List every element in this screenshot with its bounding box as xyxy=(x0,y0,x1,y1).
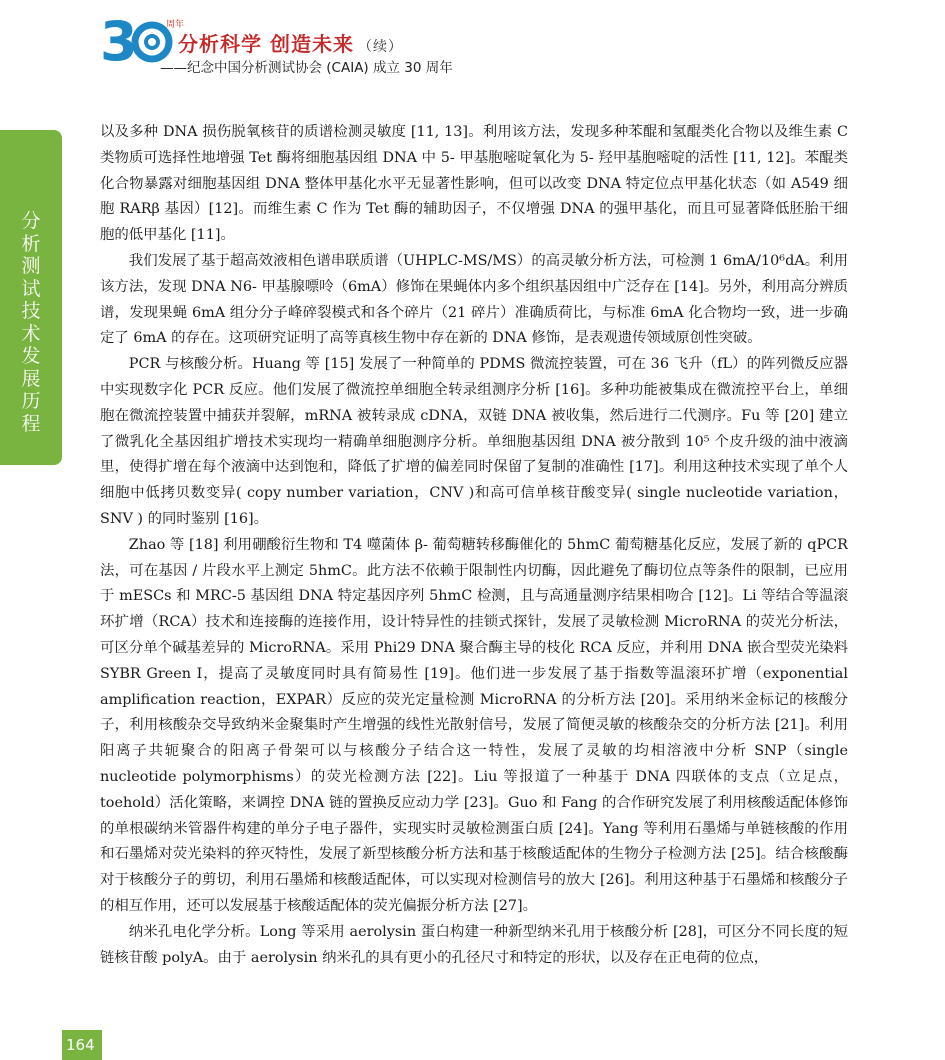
paragraph: 以及多种 DNA 损伤脱氧核苷的质谱检测灵敏度 [11, 13]。利用该方法，发现多种苯醌和氢醌类化合物以及维生素 C 类物质可选择性地增强 Tet 酶将细胞基因组 DNA 中 5- 甲基胞嘧啶氧化为 5- 羟甲基胞嘧啶的活性 [11, 12]。苯醌类化合物暴露对细胞基因组 DNA 整体甲基化水平无显著性影响，但可以改变 DNA 特定位点甲基化状态（如 A549 细胞 RARβ 基因）[12]。而维生素 C 作为 Tet 酶的辅助因子，不仅增强 DNA 的强甲基化，而且可显著降低胚胎干细胞的低甲基化 [11]。 xyxy=(100,124,848,244)
section-title-vertical: 分析测试技术发展历程 xyxy=(21,210,41,435)
header-subtitle: ——纪念中国分析测试协会 (CAIA) 成立 30 周年 xyxy=(160,60,453,76)
paragraph: Zhao 等 [18] 利用硼酸衍生物和 T4 噬菌体 β- 葡萄糖转移酶催化的 5hmC 葡萄糖基化反应，发展了新的 qPCR 法，可在基因 / 片段水平上测定 5hmC。此方法不依赖于限制性内切酶，因此避免了酶切位点等条件的限制，已应用于 mESCs 和 MRC-5 基因组 DNA 特定基因序列 5hmC 检测，且与高通量测序结果相吻合 [12]。Li 等结合等温滚环扩增（RCA）技术和连接酶的连接作用，设计特异性的挂锁式探针，发展了灵敏检测 MicroRNA 的荧光分析法，可区分单个碱基差异的 MicroRNA。采用 Phi29 DNA 聚合酶主导的枝化 RCA 反应，并利用 DNA 嵌合型荧光染料 SYBR Green I，提高了灵敏度同时具有简易性 [19]。他们进一步发展了基于指数等温滚环扩增（exponential amplification reaction，EXPAR）反应的荧光定量检测 MicroRNA 的分析方法 [20]。采用纳米金标记的核酸分子，利用核酸杂交导致纳米金聚集时产生增强的线性光散射信号，发展了简便灵敏的核酸杂交的分析方法 [21]。利用阳离子共轭聚合的阳离子骨架可以与核酸分子结合这一特性，发展了灵敏的均相溶液中分析 SNP（single nucleotide polymorphisms）的荧光检测方法 [22]。Liu 等报道了一种基于 DNA 四联体的支点（立足点，toehold）活化策略，来调控 DNA 链的置换反应动力学 [23]。Guo 和 Fang 的合作研究发展了利用核酸适配体修饰的单根碳纳米管器件构建的单分子电子器件，实现实时灵敏检测蛋白质 [24]。Yang 等利用石墨烯与单链核酸的作用和石墨烯对荧光染料的猝灭特性，发展了新型核酸分析方法和基于核酸适配体的生物分子检测方法 [25]。结合核酸酶对于核酸分子的剪切，利用石墨烯和核酸适配体，可以实现对检测信号的放大 [26]。利用这种基于石墨烯和核酸分子的相互作用，还可以发展基于核酸适配体的荧光偏振分析方法 [27]。 xyxy=(100,536,848,914)
slogan-continued: （续） xyxy=(357,39,403,55)
anniversary-label: 周年 xyxy=(166,20,185,30)
page-number: 164 xyxy=(66,1036,95,1054)
paragraph: 我们发展了基于超高效液相色谱串联质谱（UHPLC-MS/MS）的高灵敏分析方法，可检测 1 6mA/10⁶dA。利用该方法，发现 DNA N6- 甲基腺嘌呤（6mA）修饰在果蝇体内多个组织基因组中广泛存在 [14]。另外，利用高分辨质谱，发现果蝇 6mA 组分分子峰碎裂模式和各个碎片（21 碎片）准确质荷比，与标准 6mA 化合物均一致，进一步确定了 6mA 的存在。这项研究证明了高等真核生物中存在新的 DNA 修饰，是表观遗传领域原创性突破。 xyxy=(100,252,848,347)
page-header xyxy=(100,8,520,78)
logo-three: 3 xyxy=(100,10,138,73)
article-body xyxy=(100,120,848,1025)
paragraph: 纳米孔电化学分析。Long 等采用 aerolysin 蛋白构建一种新型纳米孔用于核酸分析 [28]，可区分不同长度的短链核苷酸 polyA。由于 aerolysin 纳米孔的具有更小的孔径尺寸和特定的形状，以及存在正电荷的位点， xyxy=(100,923,848,966)
paragraph: PCR 与核酸分析。Huang 等 [15] 发展了一种简单的 PDMS 微流控装置，可在 36 飞升（fL）的阵列微反应器中实现数字化 PCR 反应。他们发展了微流控单细胞全转录组测序分析 [16]。多种功能被集成在微流控平台上，单细胞在微流控装置中捕获并裂解，mRNA 被转录成 cDNA，双链 DNA 被收集，然后进行二代测序。Fu 等 [20] 建立了微乳化全基因组扩增技术实现均一精确单细胞测序分析。单细胞基因组 DNA 被分散到 10⁵ 个皮升级的油中液滴里，使得扩增在每个液滴中达到饱和，降低了扩增的偏差同时保留了复制的准确性 [17]。利用这种技术实现了单个人细胞中低拷贝数变异( copy number variation，CNV )和高可信单核苷酸变异( single nucleotide variation，SNV ) 的同时鉴别 [16]。 xyxy=(100,356,848,527)
header-slogan xyxy=(178,28,403,57)
slogan-text: 分析科学 创造未来 xyxy=(178,32,354,56)
